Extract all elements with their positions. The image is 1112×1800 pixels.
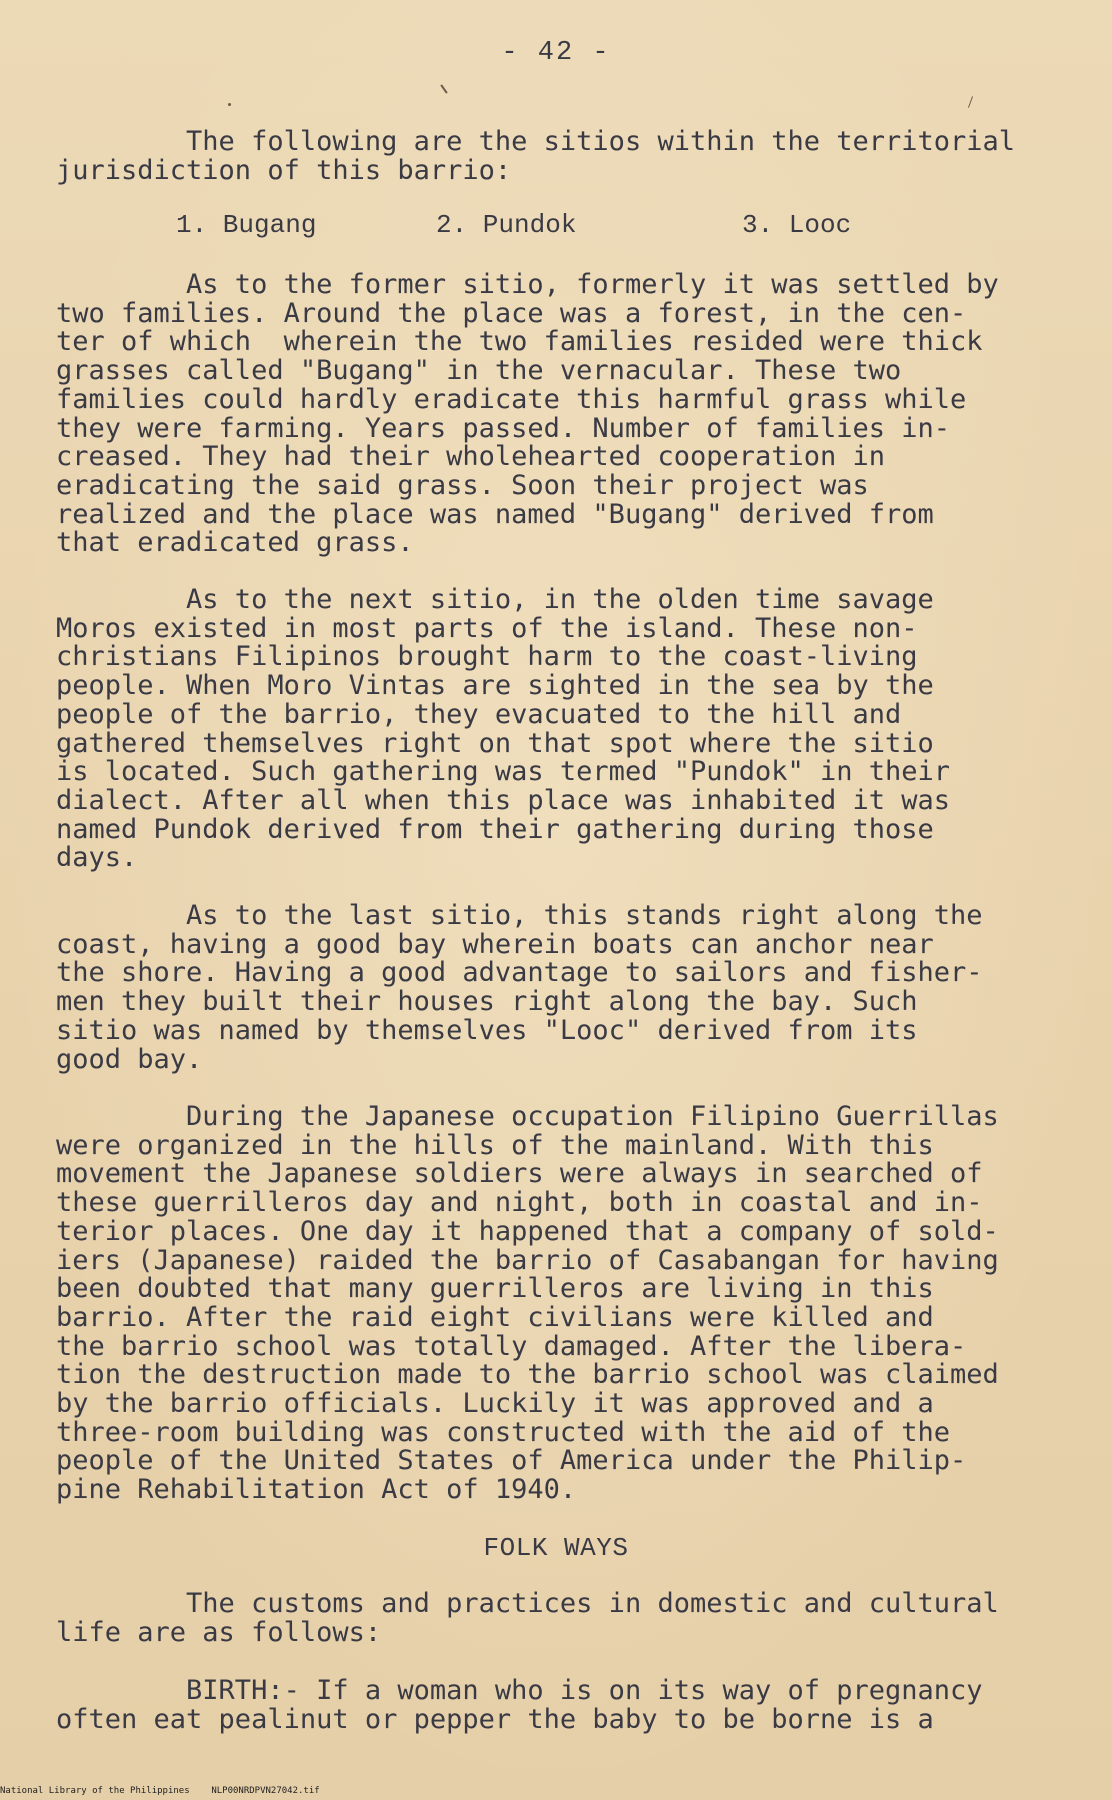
text-line: realized and the place was named "Bugang" derived from <box>56 498 934 530</box>
text-line: named Pundok derived from their gathering during those <box>56 813 934 845</box>
text-line: As to the next sitio, in the olden time savage <box>56 584 934 615</box>
text-line: BIRTH:- If a woman who is on its way of pregnancy <box>56 1675 983 1706</box>
text-line: families could hardly eradicate this harmful grass while <box>56 383 967 415</box>
text-line: terior places. One day it happened that a company of sold- <box>56 1215 999 1247</box>
sitio-list <box>0 210 1112 242</box>
text-line: sitio was named by themselves "Looc" derived from its <box>56 1014 918 1046</box>
text-line: As to the last sitio, this stands right along the <box>56 900 983 931</box>
birth-paragraph <box>56 1677 1066 1734</box>
japanese-occupation-paragraph <box>56 1103 1066 1505</box>
text-line: men they built their houses right along the bay. Such <box>56 986 918 1018</box>
text-line: Moros existed in most parts of the island. These non- <box>56 612 918 644</box>
text-line: the barrio school was totally damaged. After the libera- <box>56 1330 967 1362</box>
stray-mark <box>968 96 973 108</box>
text-line: iers (Japanese) raided the barrio of Casabangan for having <box>56 1244 999 1276</box>
text-line: grasses called "Bugang" in the vernacular. These two <box>56 355 902 387</box>
text-line: that eradicated grass. <box>56 527 414 559</box>
text-line: two families. Around the place was a forest, in the cen- <box>56 297 967 329</box>
text-line: the shore. Having a good advantage to sailors and fisher- <box>56 957 983 989</box>
text-line: these guerrilleros day and night, both in coastal and in- <box>56 1187 983 1219</box>
text-line: christians Filipinos brought harm to the coast-living <box>56 641 918 673</box>
text-line: creased. They had their wholehearted cooperation in <box>56 441 886 473</box>
text-line: coast, having a good bay wherein boats can anchor near <box>56 928 934 960</box>
text-line: people. When Moro Vintas are sighted in the sea by the <box>56 670 934 702</box>
text-line: days. <box>56 842 138 874</box>
customs-paragraph <box>56 1590 1066 1647</box>
archive-footer: National Library of the Philippines NLP00NRDPVN27042.tif <box>0 1786 320 1796</box>
text-line: gathered themselves right on that spot where the sitio <box>56 727 934 759</box>
stray-mark <box>228 103 231 106</box>
pundok-paragraph <box>56 586 1066 873</box>
text-line: During the Japanese occupation Filipino Guerrillas <box>56 1101 999 1132</box>
text-line: pine Rehabilitation Act of 1940. <box>56 1474 577 1506</box>
text-line: people of the United States of America under the Philip- <box>56 1445 967 1477</box>
text-line: is located. Such gathering was termed "Pundok" in their <box>56 756 951 788</box>
text-line: ter of which wherein the two families resided were thick <box>56 326 983 358</box>
text-line: dialect. After all when this place was inhabited it was <box>56 784 951 816</box>
text-line: they were farming. Years passed. Number of families in- <box>56 412 951 444</box>
text-line: The customs and practices in domestic and cultural <box>56 1588 999 1619</box>
text-line: As to the former sitio, formerly it was settled by <box>56 269 999 300</box>
sitio-item-looc: 3. Looc <box>742 210 852 240</box>
text-line: good bay. <box>56 1043 203 1075</box>
text-line: were organized in the hills of the mainland. With this <box>56 1129 934 1161</box>
text-line: barrio. After the raid eight civilians were killed and <box>56 1301 934 1333</box>
text-line: jurisdiction of this barrio: <box>56 154 512 186</box>
text-line: often eat pealinut or pepper the baby to be borne is a <box>56 1703 934 1735</box>
text-line: life are as follows: <box>56 1616 382 1648</box>
text-line: been doubted that many guerrilleros are living in this <box>56 1273 934 1305</box>
text-line: movement the Japanese soldiers were always in searched of <box>56 1158 983 1190</box>
text-line: people of the barrio, they evacuated to the hill and <box>56 698 902 730</box>
page-number: - 42 - <box>501 38 611 68</box>
text-line: eradicating the said grass. Soon their project was <box>56 469 869 501</box>
looc-paragraph <box>56 902 1066 1074</box>
text-line: The following are the sitios within the territorial <box>56 126 1016 157</box>
sitio-item-bugang: 1. Bugang <box>176 210 317 240</box>
stray-mark <box>440 84 447 93</box>
text-line: tion the destruction made to the barrio school was claimed <box>56 1359 999 1391</box>
sitio-item-pundok: 2. Pundok <box>436 210 577 240</box>
section-heading-folk-ways: FOLK WAYS <box>483 1533 629 1563</box>
text-line: three-room building was constructed with the aid of the <box>56 1416 951 1448</box>
intro-paragraph <box>56 128 1066 185</box>
text-line: by the barrio officials. Luckily it was approved and a <box>56 1388 934 1420</box>
bugang-paragraph <box>56 271 1066 558</box>
